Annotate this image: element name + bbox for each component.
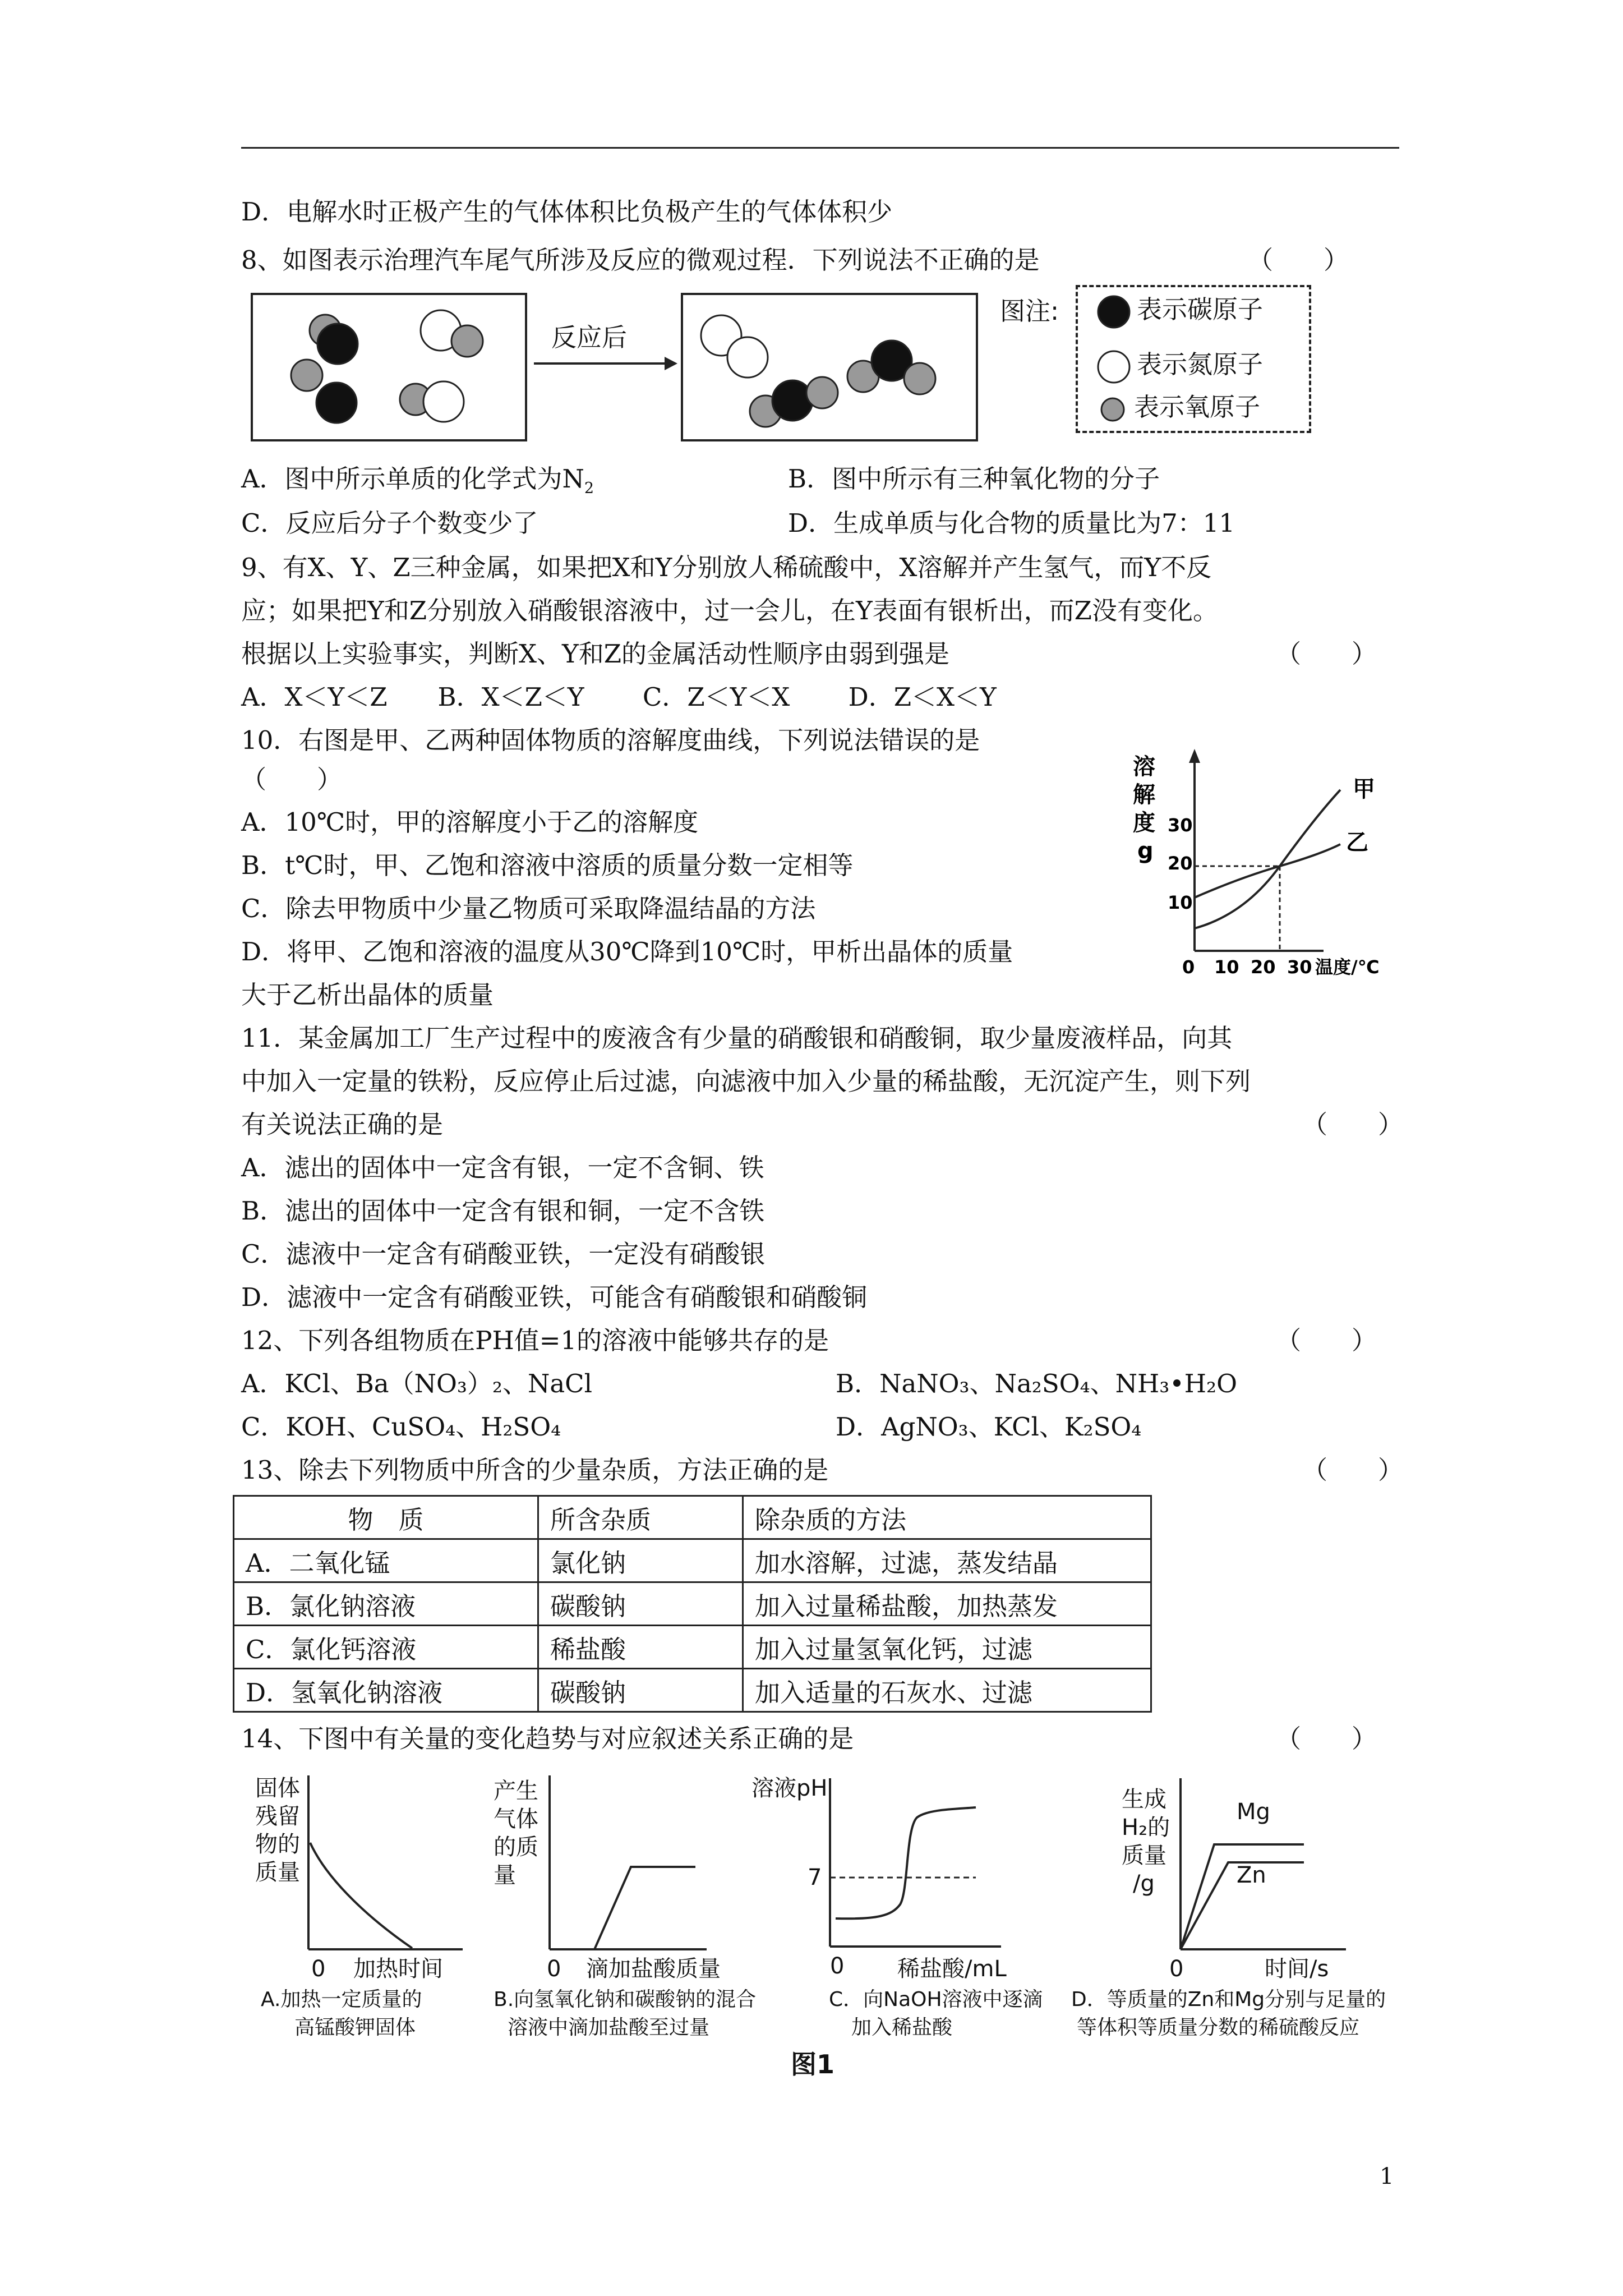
q12-answer-paren: （ ） bbox=[1276, 1326, 1377, 1355]
graph-d-mg-line bbox=[1181, 1844, 1304, 1949]
q10-option-c: C．除去甲物质中少量乙物质可采取降温结晶的方法 bbox=[241, 894, 816, 923]
graph-a-y-label: 固体 残留 物的 质量 bbox=[255, 1775, 300, 1885]
graph-a-origin: 0 bbox=[311, 1956, 326, 1982]
graph-b-caption: B.向氢氧化钠和碳酸钠的混合 溶液中滴加盐酸至过量 bbox=[494, 1988, 757, 2039]
series-label-jia: 甲 bbox=[1353, 776, 1375, 802]
legend-title: 图注: bbox=[1000, 296, 1059, 326]
q9-stem-1: 9、有X、Y、Z三种金属，如果把X和Y分别放人稀硫酸中，X溶解并产生氢气，而Y不反 bbox=[241, 553, 1212, 582]
graph-d-zn-label: Zn bbox=[1237, 1862, 1266, 1888]
table-cell: 加水溶解，过滤，蒸发结晶 bbox=[743, 1539, 1151, 1582]
y-tick-30: 30 bbox=[1168, 815, 1193, 836]
carbon-atom bbox=[317, 324, 358, 364]
x-tick-0: 0 bbox=[1182, 956, 1195, 978]
graph-c bbox=[827, 1778, 1012, 1952]
q10-option-d-1: D．将甲、乙饱和溶液的温度从30℃降到10℃时，甲析出晶体的质量 bbox=[241, 937, 1013, 967]
legend-nitrogen-label: 表示氮原子 bbox=[1137, 349, 1264, 379]
graph-b bbox=[547, 1775, 715, 1955]
legend-carbon-label: 表示碳原子 bbox=[1137, 295, 1264, 324]
q12-option-c: C．KOH、CuSO₄、H₂SO₄ bbox=[241, 1412, 561, 1442]
legend-oxygen-label: 表示氧原子 bbox=[1134, 392, 1261, 422]
oxygen-atom bbox=[451, 325, 483, 357]
q13-answer-paren: （ ） bbox=[1302, 1455, 1404, 1485]
legend-nitrogen-icon bbox=[1098, 351, 1129, 383]
graph-a-curve bbox=[310, 1843, 412, 1948]
y-label-char: 度 bbox=[1133, 810, 1155, 836]
q12-stem: 12、下列各组物质在PH值=1的溶液中能够共存的是 bbox=[241, 1326, 829, 1355]
table-row bbox=[234, 1582, 1151, 1626]
arrow-label: 反应后 bbox=[551, 323, 628, 352]
x-axis-label: 温度/℃ bbox=[1315, 956, 1380, 978]
table-row bbox=[234, 1669, 1151, 1712]
product-box bbox=[681, 293, 978, 441]
graph-b-y-label: 产生 气体 的质 量 bbox=[494, 1778, 538, 1888]
q9-stem-3: 根据以上实验事实，判断X、Y和Z的金属活动性顺序由弱到强是 bbox=[241, 639, 950, 669]
q8-option-d: D．生成单质与化合物的质量比为7：11 bbox=[788, 508, 1235, 538]
y-tick-10: 10 bbox=[1168, 892, 1193, 913]
reactant-box bbox=[251, 293, 527, 441]
q7-option-d: D．电解水时正极产生的气体体积比负极产生的气体体积少 bbox=[241, 197, 893, 227]
y-label-char: g bbox=[1137, 838, 1154, 864]
legend-oxygen-icon bbox=[1101, 398, 1124, 421]
q11-stem-2: 中加入一定量的铁粉，反应停止后过滤，向滤液中加入少量的稀盐酸，无沉淀产生，则下列 bbox=[241, 1066, 1251, 1096]
solubility-chart bbox=[1133, 746, 1424, 982]
q11-stem-3: 有关说法正确的是 bbox=[241, 1110, 444, 1139]
graph-b-origin: 0 bbox=[547, 1956, 561, 1982]
q11-option-d: D．滤液中一定含有硝酸亚铁，可能含有硝酸银和硝酸铜 bbox=[241, 1282, 868, 1312]
table-cell: B．氯化钠溶液 bbox=[234, 1582, 538, 1626]
q14-stem: 14、下图中有关量的变化趋势与对应叙述关系正确的是 bbox=[241, 1724, 854, 1754]
q8-answer-paren: （ ） bbox=[1248, 245, 1349, 275]
table-cell: 加入过量稀盐酸，加热蒸发 bbox=[743, 1582, 1151, 1626]
y-label-char: 解 bbox=[1133, 782, 1155, 808]
q12-option-d: D．AgNO₃、KCl、K₂SO₄ bbox=[836, 1412, 1142, 1442]
q10-answer-paren: （ ） bbox=[241, 765, 343, 794]
q12-option-b: B．NaNO₃、Na₂SO₄、NH₃•H₂O bbox=[836, 1369, 1237, 1398]
legend-box bbox=[1076, 285, 1311, 433]
header-cell: 除杂质的方法 bbox=[743, 1496, 1151, 1539]
oxygen-atom bbox=[806, 377, 838, 408]
graph-d-origin: 0 bbox=[1169, 1956, 1184, 1982]
graph-a bbox=[306, 1775, 474, 1955]
q11-answer-paren: （ ） bbox=[1302, 1110, 1404, 1139]
series-label-yi: 乙 bbox=[1346, 830, 1368, 855]
x-tick-30: 30 bbox=[1287, 956, 1312, 978]
table-cell: 稀盐酸 bbox=[538, 1626, 743, 1669]
product-molecules bbox=[683, 295, 976, 439]
table-cell: 碳酸钠 bbox=[538, 1582, 743, 1626]
q13-stem: 13、除去下列物质中所含的少量杂质，方法正确的是 bbox=[241, 1455, 829, 1485]
figure-title: 图1 bbox=[791, 2049, 835, 2079]
q9-options: A．X＜Y＜Z B．X＜Z＜Y C．Z＜Y＜X D．Z＜X＜Y bbox=[241, 682, 997, 712]
table-row bbox=[234, 1626, 1151, 1669]
table-cell: 加入适量的石灰水、过滤 bbox=[743, 1669, 1151, 1712]
table-header-row bbox=[234, 1496, 1151, 1539]
table-cell: D．氢氧化钠溶液 bbox=[234, 1669, 538, 1712]
y-tick-20: 20 bbox=[1168, 853, 1193, 874]
q11-option-c: C．滤液中一定含有硝酸亚铁，一定没有硝酸银 bbox=[241, 1239, 766, 1269]
header-cell: 所含杂质 bbox=[538, 1496, 743, 1539]
q11-option-b: B．滤出的固体中一定含有银和铜，一定不含铁 bbox=[241, 1196, 765, 1226]
graph-b-curve bbox=[550, 1867, 695, 1949]
reaction-arrow bbox=[533, 352, 679, 375]
graph-c-curve bbox=[836, 1807, 976, 1918]
table-row bbox=[234, 1539, 1151, 1582]
curve-yi bbox=[1195, 844, 1340, 898]
q10-stem: 10．右图是甲、乙两种固体物质的溶解度曲线，下列说法错误的是 bbox=[241, 725, 980, 755]
y-axis-arrow bbox=[1189, 749, 1200, 763]
q9-stem-2: 应；如果把Y和Z分别放入硝酸银溶液中，过一会儿，在Y表面有银析出，而Z没有变化。 bbox=[241, 596, 1218, 625]
graph-c-origin: 0 bbox=[830, 1953, 845, 1979]
q9-answer-paren: （ ） bbox=[1276, 639, 1377, 669]
q11-stem-1: 11．某金属加工厂生产过程中的废液含有少量的硝酸银和硝酸铜，取少量废液样品，向其 bbox=[241, 1023, 1233, 1053]
graph-c-x-label: 稀盐酸/mL bbox=[897, 1956, 1007, 1982]
q8-option-a: A．图中所示单质的化学式为$N_2$ bbox=[241, 464, 594, 497]
q14-answer-paren: （ ） bbox=[1276, 1724, 1377, 1754]
nitrogen-atom bbox=[727, 337, 768, 378]
graph-c-seven: 7 bbox=[808, 1865, 822, 1890]
nitrogen-atom bbox=[423, 381, 464, 422]
q10-option-b: B．t℃时，甲、乙饱和溶液中溶质的质量分数一定相等 bbox=[241, 850, 854, 880]
graph-d-y-label: 生成 H₂的 质量 /g bbox=[1122, 1787, 1170, 1897]
carbon-atom bbox=[772, 380, 813, 421]
q10-option-a: A．10℃时，甲的溶解度小于乙的溶解度 bbox=[241, 807, 699, 837]
graph-c-caption: C．向NaOH溶液中逐滴 加入稀盐酸 bbox=[829, 1988, 1043, 2039]
q8-option-b: B．图中所示有三种氧化物的分子 bbox=[788, 464, 1160, 494]
legend-carbon-icon bbox=[1098, 296, 1129, 328]
graph-d-mg-label: Mg bbox=[1237, 1799, 1270, 1825]
reactant-molecules bbox=[253, 295, 525, 439]
q10-option-d-2: 大于乙析出晶体的质量 bbox=[241, 980, 494, 1010]
curve-jia bbox=[1195, 790, 1340, 928]
table-cell: 氯化钠 bbox=[538, 1539, 743, 1582]
graph-a-caption: A.加热一定质量的 高锰酸钾固体 bbox=[261, 1988, 422, 2039]
header-rule bbox=[241, 147, 1399, 149]
graph-d-caption: D．等质量的Zn和Mg分别与足量的 等体积等质量分数的稀硫酸反应 bbox=[1071, 1988, 1386, 2039]
q13-table bbox=[233, 1495, 1152, 1713]
x-tick-10: 10 bbox=[1214, 956, 1239, 978]
graph-a-x-label: 加热时间 bbox=[353, 1956, 443, 1982]
table-cell: A．二氧化锰 bbox=[234, 1539, 538, 1582]
q12-option-a: A．KCl、Ba（NO₃）₂、NaCl bbox=[241, 1369, 593, 1398]
oxygen-atom bbox=[291, 360, 322, 391]
table-cell: C．氯化钙溶液 bbox=[234, 1626, 538, 1669]
page-number: 1 bbox=[1380, 2164, 1394, 2189]
graph-c-y-label: 溶液pH bbox=[751, 1775, 828, 1801]
graph-d bbox=[1178, 1778, 1368, 1955]
q8-option-c: C．反应后分子个数变少了 bbox=[241, 508, 538, 538]
y-label-char: 溶 bbox=[1133, 754, 1155, 780]
solubility-y-label bbox=[1133, 754, 1155, 864]
oxygen-atom bbox=[904, 363, 935, 394]
table-cell: 碳酸钠 bbox=[538, 1669, 743, 1712]
header-cell: 物 质 bbox=[234, 1496, 538, 1539]
graph-d-x-label: 时间/s bbox=[1265, 1956, 1329, 1982]
q11-option-a: A．滤出的固体中一定含有银，一定不含铜、铁 bbox=[241, 1153, 764, 1182]
q8-stem: 8、如图表示治理汽车尾气所涉及反应的微观过程．下列说法不正确的是 bbox=[241, 245, 1040, 275]
carbon-atom bbox=[316, 383, 357, 423]
x-tick-20: 20 bbox=[1251, 956, 1276, 978]
table-cell: 加入过量氢氧化钙，过滤 bbox=[743, 1626, 1151, 1669]
graph-b-x-label: 滴加盐酸质量 bbox=[586, 1956, 721, 1982]
